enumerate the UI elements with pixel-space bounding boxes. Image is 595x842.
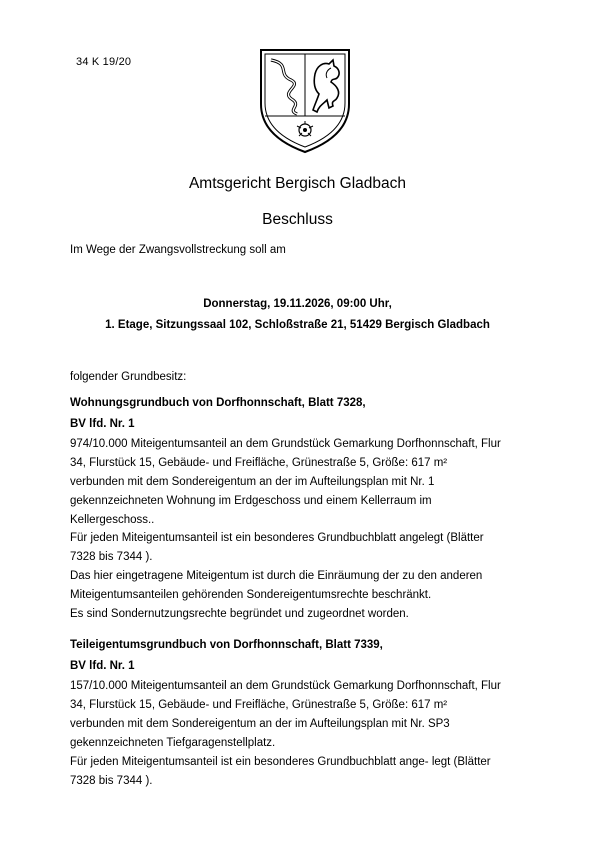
property-line: verbunden mit dem Sondereigentum an der im Aufteilungsplan mit Nr. 1 <box>70 475 435 488</box>
property-section <box>70 368 540 790</box>
property-line: Es sind Sondernutzungsrechte begründet und zugeordnet worden. <box>70 608 409 621</box>
coat-of-arms-seal <box>257 44 353 156</box>
property-entry-1 <box>70 393 540 624</box>
property-heading: Wohnungsgrundbuch von Dorfhonnschaft, Blatt 7328, <box>70 396 366 409</box>
property-line: 157/10.000 Miteigentumsanteil an dem Grundstück Gemarkung Dorfhonnschaft, Flur <box>70 679 501 692</box>
property-line: Kellergeschoss.. <box>70 513 155 526</box>
property-line: gekennzeichneten Wohnung im Erdgeschoss und einem Kellerraum im <box>70 494 432 507</box>
property-line: 34, Flurstück 15, Gebäude- und Freifläche, Grünestraße 5, Größe: 617 m² <box>70 698 448 711</box>
property-line: 34, Flurstück 15, Gebäude- und Freifläche, Grünestraße 5, Größe: 617 m² <box>70 456 448 469</box>
appointment-block <box>0 294 595 336</box>
court-name: Amtsgericht Bergisch Gladbach <box>188 175 407 192</box>
appointment-date: Donnerstag, 19.11.2026, 09:00 Uhr, <box>203 298 392 310</box>
property-line: 7328 bis 7344 ). <box>70 551 153 564</box>
intro-text: Im Wege der Zwangsvollstreckung soll am <box>70 244 286 256</box>
property-line: Für jeden Miteigentumsanteil ist ein besonderes Grundbuchblatt ange- legt (Blätter <box>70 755 491 768</box>
property-entry-2 <box>70 635 540 790</box>
property-line: Für jeden Miteigentumsanteil ist ein besonderes Grundbuchblatt angelegt (Blätter <box>70 532 484 545</box>
property-intro: folgender Grundbesitz: <box>70 371 187 383</box>
property-heading: Teileigentumsgrundbuch von Dorfhonnschaft, Blatt 7339, <box>70 638 383 651</box>
property-bv: BV lfd. Nr. 1 <box>70 659 135 672</box>
property-line: verbunden mit dem Sondereigentum an der im Aufteilungsplan mit Nr. SP3 <box>70 717 450 730</box>
property-line: gekennzeichneten Tiefgaragenstellplatz. <box>70 736 276 749</box>
file-number: 34 K 19/20 <box>76 56 132 68</box>
appointment-location: 1. Etage, Sitzungssaal 102, Schloßstraße 21, 51429 Bergisch Gladbach <box>105 319 490 331</box>
property-line: 7328 bis 7344 ). <box>70 774 153 787</box>
document-type: Beschluss <box>262 211 333 228</box>
property-line: Miteigentumsanteilen gehörenden Sondereigentumsrechte beschränkt. <box>70 589 432 602</box>
property-bv: BV lfd. Nr. 1 <box>70 417 135 430</box>
property-line: Das hier eingetragene Miteigentum ist durch die Einräumung der zu den anderen <box>70 570 483 583</box>
property-line: 974/10.000 Miteigentumsanteil an dem Grundstück Gemarkung Dorfhonnschaft, Flur <box>70 437 501 450</box>
